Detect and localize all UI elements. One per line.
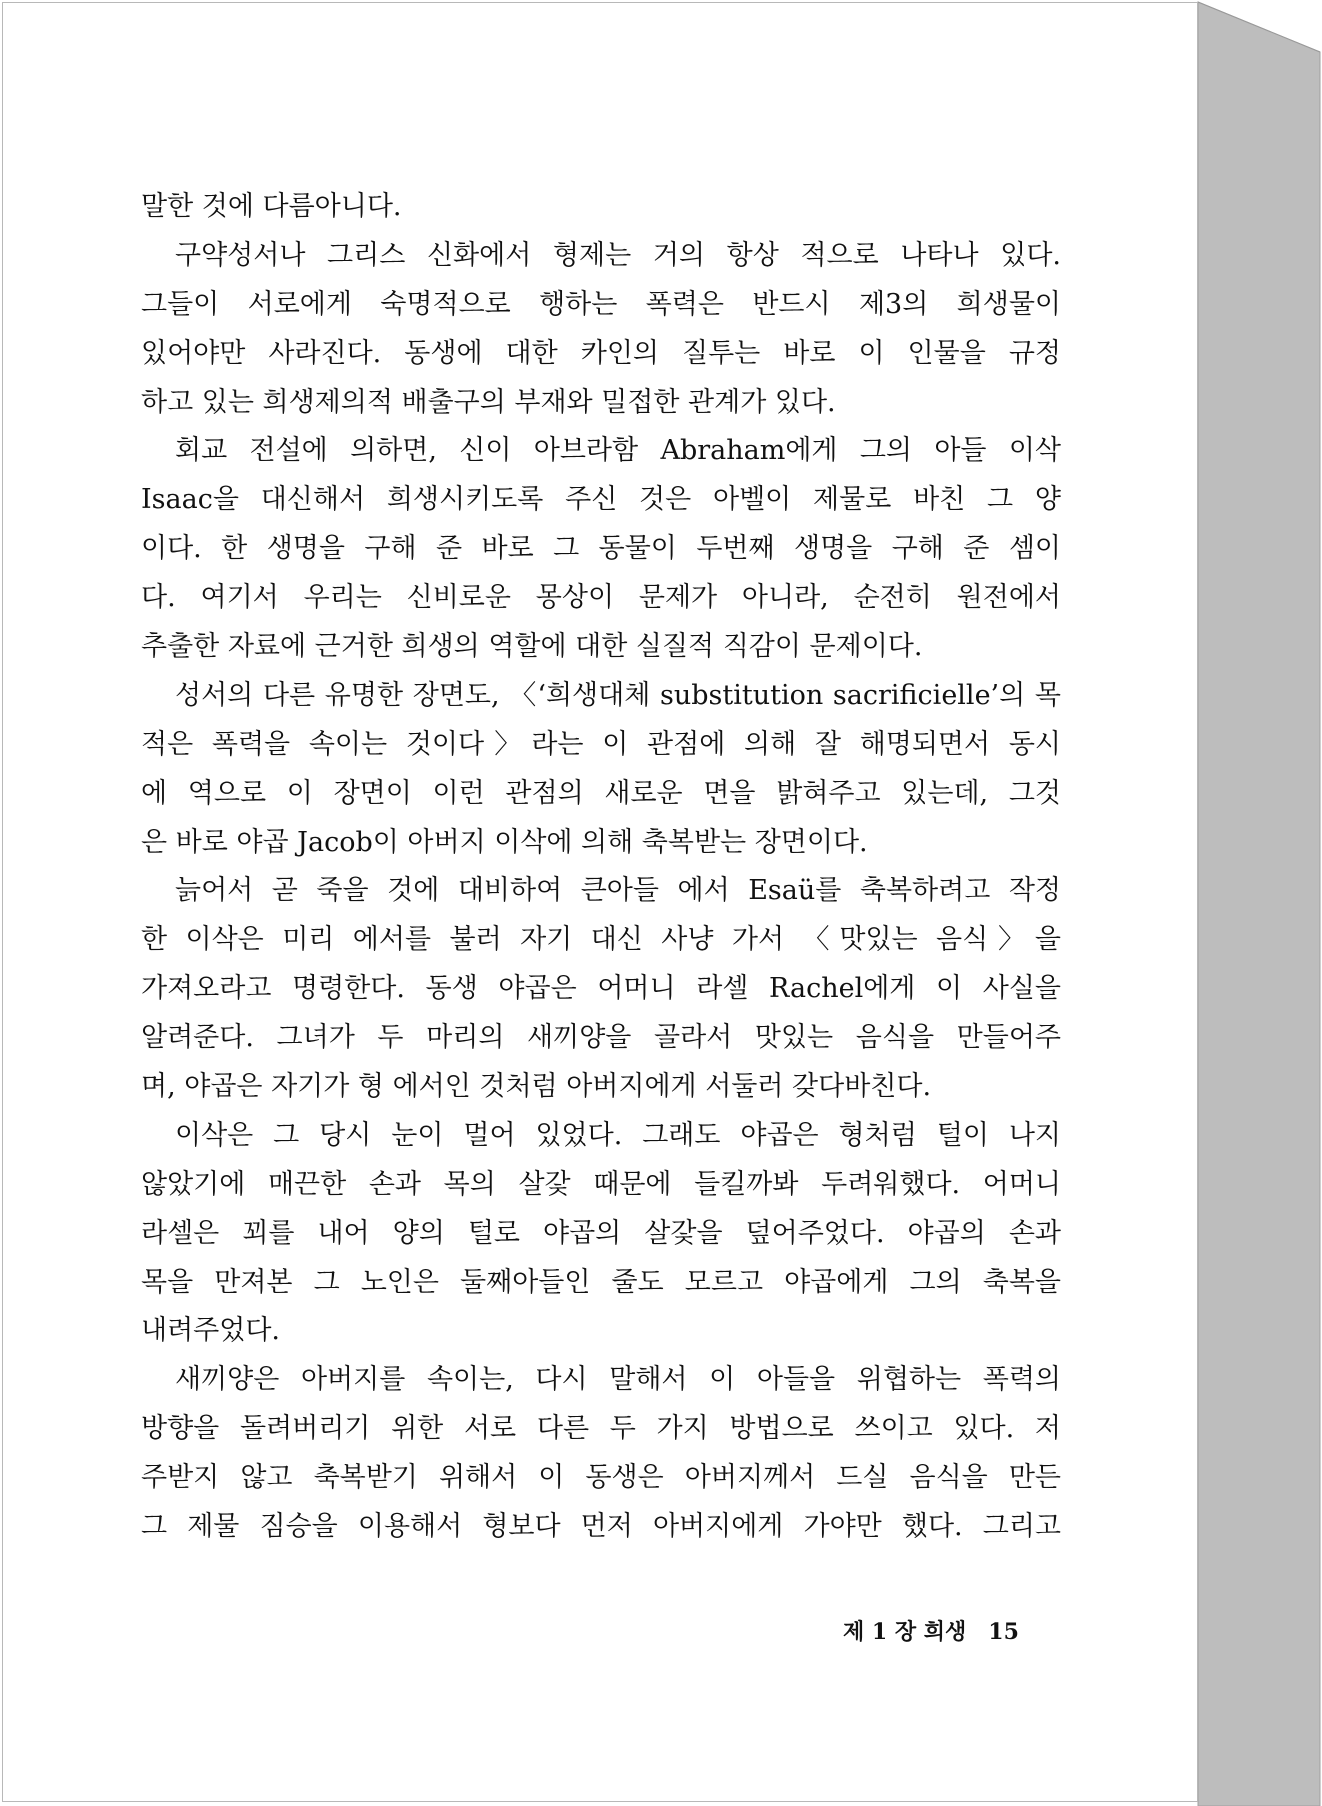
text-line: 있어야만 사라진다. 동생에 대한 카인의 질투는 바로 이 인물을 규정 (141, 337, 1061, 369)
text-line: 그 제물 짐승을 이용해서 형보다 먼저 아버지에게 가야만 했다. 그리고 (141, 1511, 1061, 1543)
page-body-text (141, 183, 1061, 1552)
text-line: 않았기에 매끈한 손과 목의 살갗 때문에 들킬까봐 두려워했다. 어머니 (141, 1168, 1061, 1200)
book-page (2, 2, 1198, 1802)
text-line: 주받지 않고 축복받기 위해서 이 동생은 아버지께서 드실 음식을 만든 (141, 1462, 1061, 1494)
text-line: 이다. 한 생명을 구해 준 바로 그 동물이 두번째 생명을 구해 준 셈이 (141, 533, 1061, 565)
text-line: 말한 것에 다름아니다. (141, 191, 402, 222)
text-line: 가져오라고 명령한다. 동생 야곱은 어머니 라셀 Rachel에게 이 사실을 (141, 973, 1061, 1005)
text-line: 목을 만져본 그 노인은 둘째아들인 줄도 모르고 야곱에게 그의 축복을 (141, 1266, 1061, 1298)
page-number: 15 (988, 1619, 1019, 1645)
text-line: 적은 폭력을 속이는 것이다〉라는 이 관점에 의해 잘 해명되면서 동시 (141, 728, 1061, 760)
text-line: 하고 있는 희생제의적 배출구의 부재와 밀접한 관계가 있다. (141, 386, 836, 418)
text-line: 성서의 다른 유명한 장면도, 〈‘희생대체 substitution sacrificielle’의 목 (175, 679, 1061, 711)
text-line: 알려준다. 그녀가 두 마리의 새끼양을 골라서 맛있는 음식을 만들어주 (141, 1022, 1061, 1054)
text-line: 이삭은 그 당시 눈이 멀어 있었다. 그래도 야곱은 형처럼 털이 나지 (175, 1119, 1061, 1151)
text-line: 그들이 서로에게 숙명적으로 행하는 폭력은 반드시 제3의 희생물이 (141, 288, 1061, 320)
text-line: 다. 여기서 우리는 신비로운 몽상이 문제가 아니라, 순전히 원전에서 (141, 582, 1061, 614)
text-line: 라셀은 꾀를 내어 양의 털로 야곱의 살갗을 덮어주었다. 야곱의 손과 (141, 1217, 1061, 1249)
text-line: 에 역으로 이 장면이 이런 관점의 새로운 면을 밝혀주고 있는데, 그것 (141, 777, 1061, 809)
text-line: 구약성서나 그리스 신화에서 형제는 거의 항상 적으로 나타나 있다. (175, 239, 1061, 271)
running-footer (843, 1615, 1019, 1646)
text-line: 추출한 자료에 근거한 희생의 역할에 대한 실질적 직감이 문제이다. (141, 631, 923, 663)
text-line: 며, 야곱은 자기가 형 에서인 것처럼 아버지에게 서둘러 갖다바친다. (141, 1071, 932, 1103)
text-line: 한 이삭은 미리 에서를 불러 자기 대신 사냥 가서 〈맛있는 음식〉을 (141, 924, 1061, 956)
text-line: 새끼양은 아버지를 속이는, 다시 말해서 이 아들을 위협하는 폭력의 (175, 1364, 1061, 1396)
text-line: Isaac을 대신해서 희생시키도록 주신 것은 아벨이 제물로 바친 그 양 (141, 484, 1061, 516)
text-line: 은 바로 야곱 Jacob이 아버지 이삭에 의해 축복받는 장면이다. (141, 826, 868, 858)
text-line: 늙어서 곧 죽을 것에 대비하여 큰아들 에서 Esaü를 축복하려고 작정 (175, 875, 1061, 907)
chapter-title: 제 1 장 희생 (843, 1619, 967, 1645)
text-line: 회교 전설에 의하면, 신이 아브라함 Abraham에게 그의 아들 이삭 (175, 435, 1061, 467)
text-line: 방향을 돌려버리기 위한 서로 다른 두 가지 방법으로 쓰이고 있다. 저 (141, 1413, 1061, 1445)
text-line: 내려주었다. (141, 1315, 280, 1347)
